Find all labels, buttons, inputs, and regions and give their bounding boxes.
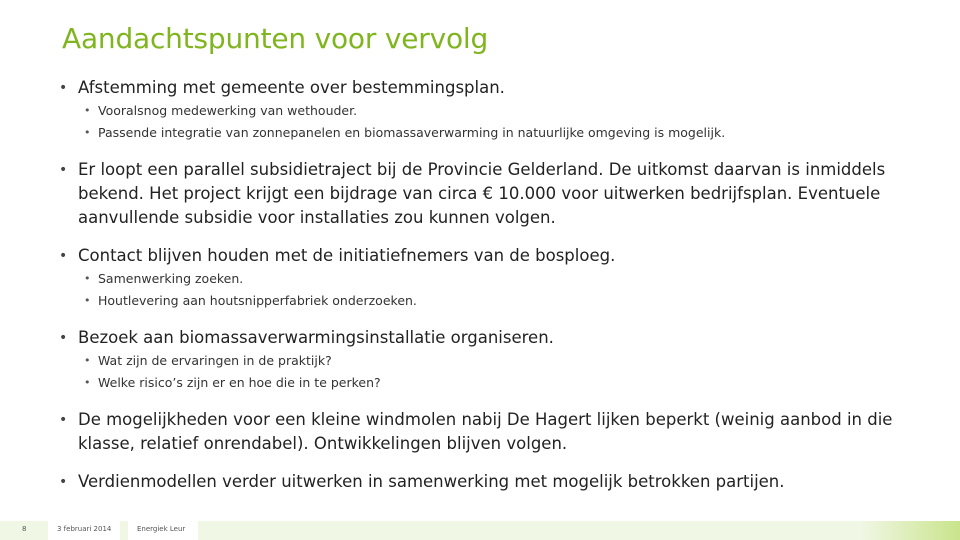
- bullet-item: [59, 326, 909, 350]
- bullet-group: [59, 326, 909, 394]
- sub-bullet-text: Houtlevering aan houtsnipperfabriek onderzoeken.: [98, 293, 417, 308]
- bullet-dot-icon: •: [84, 354, 91, 367]
- bullet-dot-icon: •: [84, 104, 91, 117]
- bullet-dot-icon: •: [59, 162, 68, 178]
- bullet-item: [59, 408, 909, 456]
- bullet-item: [59, 76, 909, 100]
- footer-accent: [860, 521, 960, 540]
- bullet-dot-icon: •: [59, 330, 68, 346]
- bullet-text: Afstemming met gemeente over bestemmingsplan.: [78, 78, 505, 97]
- footer-date: 3 februari 2014: [57, 525, 112, 533]
- bullet-group: [59, 244, 909, 312]
- bullet-text: Er loopt een parallel subsidietraject bij de Provincie Gelderland. De uitkomst daarvan is inmiddels bekend. Het project krijgt een bijdrage van circa € 10.000 voor uitwerken bedrijfsplan. Eventuele aanvullende subsidie voor installaties zou kunnen volgen.: [78, 160, 886, 227]
- bullet-dot-icon: •: [59, 80, 68, 96]
- bullet-dot-icon: •: [59, 248, 68, 264]
- bullet-dot-icon: •: [84, 126, 91, 139]
- bullet-dot-icon: •: [84, 376, 91, 389]
- bullet-group: [59, 408, 909, 456]
- sub-bullet-text: Vooralsnog medewerking van wethouder.: [98, 103, 358, 118]
- slide-title: Aandachtspunten voor vervolg: [62, 22, 489, 55]
- sub-bullet-item: [59, 350, 909, 372]
- sub-bullet-item: [59, 122, 909, 144]
- bullet-text: Contact blijven houden met de initiatiefnemers van de bosploeg.: [78, 246, 616, 265]
- footer-organization: Energiek Leur: [137, 525, 186, 533]
- sub-bullet-item: [59, 268, 909, 290]
- bullet-group: [59, 158, 909, 230]
- sub-bullet-text: Wat zijn de ervaringen in de praktijk?: [98, 353, 332, 368]
- bullet-dot-icon: •: [84, 294, 91, 307]
- bullet-dot-icon: •: [59, 412, 68, 428]
- bullet-item: [59, 158, 909, 230]
- bullet-text: Verdienmodellen verder uitwerken in samenwerking met mogelijk betrokken partijen.: [78, 472, 785, 491]
- bullet-text: De mogelijkheden voor een kleine windmolen nabij De Hagert lijken beperkt (weinig aanbod in die klasse, relatief onrendabel). Ontwikkelingen blijven volgen.: [78, 410, 893, 453]
- sub-bullet-text: Samenwerking zoeken.: [98, 271, 244, 286]
- bullet-group: [59, 470, 909, 494]
- bullet-item: [59, 470, 909, 494]
- bullet-list: [59, 76, 909, 508]
- sub-bullet-text: Passende integratie van zonnepanelen en biomassaverwarming in natuurlijke omgeving is mogelijk.: [98, 125, 726, 140]
- page-number: 8: [22, 525, 27, 533]
- bullet-text: Bezoek aan biomassaverwarmingsinstallatie organiseren.: [78, 328, 554, 347]
- bullet-dot-icon: •: [59, 474, 68, 490]
- bullet-dot-icon: •: [84, 272, 91, 285]
- sub-bullet-item: [59, 100, 909, 122]
- bullet-item: [59, 244, 909, 268]
- sub-bullet-text: Welke risico’s zijn er en hoe die in te perken?: [98, 375, 381, 390]
- sub-bullet-item: [59, 372, 909, 394]
- bullet-group: [59, 76, 909, 144]
- sub-bullet-item: [59, 290, 909, 312]
